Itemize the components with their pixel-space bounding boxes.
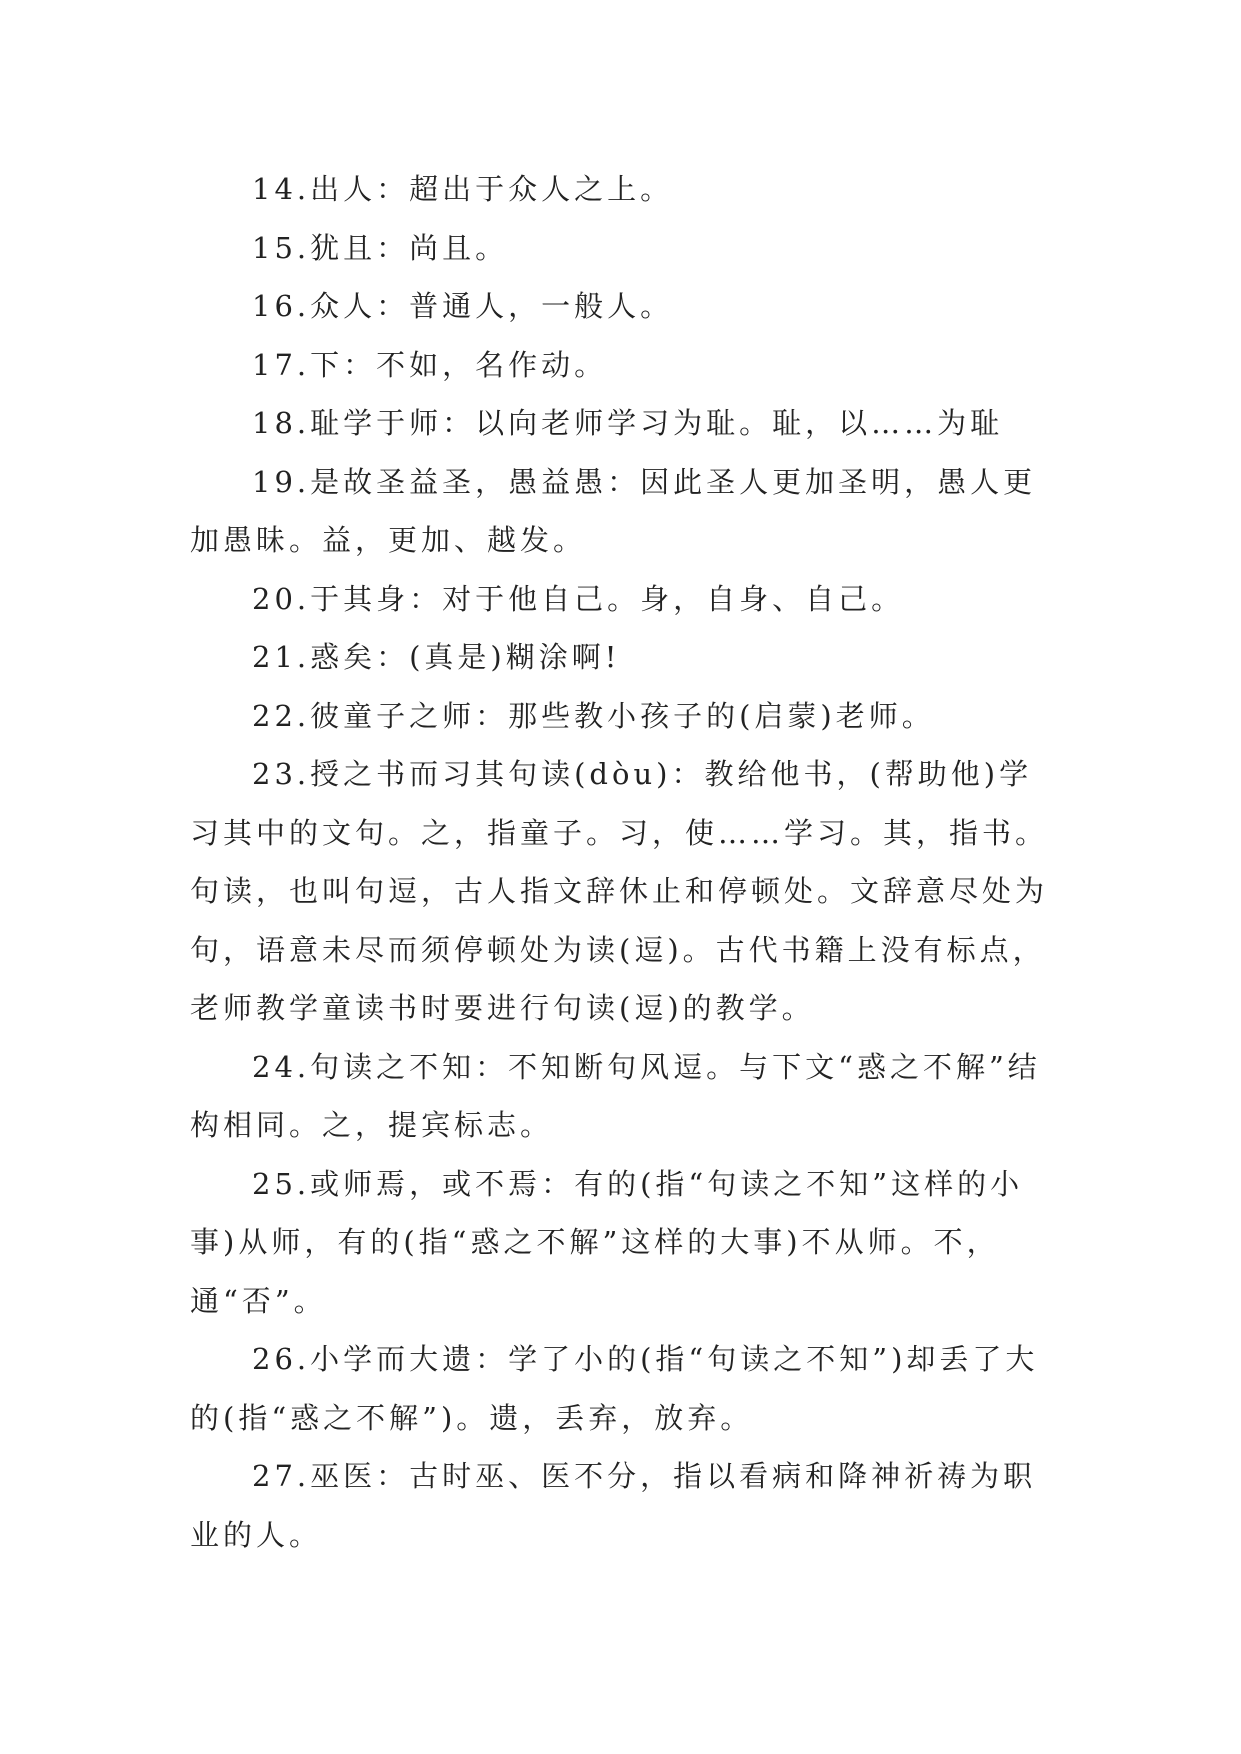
note-15: 15.犹且：尚且。 bbox=[252, 230, 509, 265]
note-27: 27.巫医：古时巫、医不分，指以看病和降神祈祷为职业的人。 bbox=[190, 1459, 1037, 1552]
note-19: 19.是故圣益圣，愚益愚：因此圣人更加圣明，愚人更加愚昧。益，更加、越发。 bbox=[190, 464, 1037, 557]
note-16: 16.众人：普通人，一般人。 bbox=[252, 289, 674, 323]
note-24: 24.句读之不知：不知断句风逗。与下文“惑之不解”结构相同。之，提宾标志。 bbox=[190, 1049, 1041, 1142]
note-23: 23.授之书而习其句读(dòu)：教给他书，(帮助他)学习其中的文句。之，指童子。习，使……学习。其，指书。句读，也叫句逗，古人指文辞休止和停顿处。文辞意尽处为句，语意未尽而须停顿处为读(逗)。古代书籍上没有标点，老师教学童读书时要进行句读(逗)的教学。 bbox=[190, 757, 1049, 1025]
note-17: 17.下：不如，名作动。 bbox=[252, 347, 608, 382]
notes-list bbox=[190, 160, 1060, 1564]
note-22: 22.彼童子之师：那些教小孩子的(启蒙)老师。 bbox=[252, 698, 935, 733]
note-25: 25.或师焉，或不焉：有的(指“句读之不知”这样的小事)从师，有的(指“惑之不解”这样的大事)不从师。不，通“否”。 bbox=[190, 1166, 1024, 1318]
note-21: 21.惑矣：(真是)糊涂啊! bbox=[252, 640, 621, 674]
note-14: 14.出人：超出于众人之上。 bbox=[252, 172, 674, 206]
note-18: 18.耻学于师：以向老师学习为耻。耻，以……为耻 bbox=[252, 406, 1004, 440]
note-26: 26.小学而大遗：学了小的(指“句读之不知”)却丢了大的(指“惑之不解”)。遗，丢弃，放弃。 bbox=[190, 1342, 1039, 1435]
note-20: 20.于其身：对于他自己。身，自身、自己。 bbox=[252, 581, 905, 616]
